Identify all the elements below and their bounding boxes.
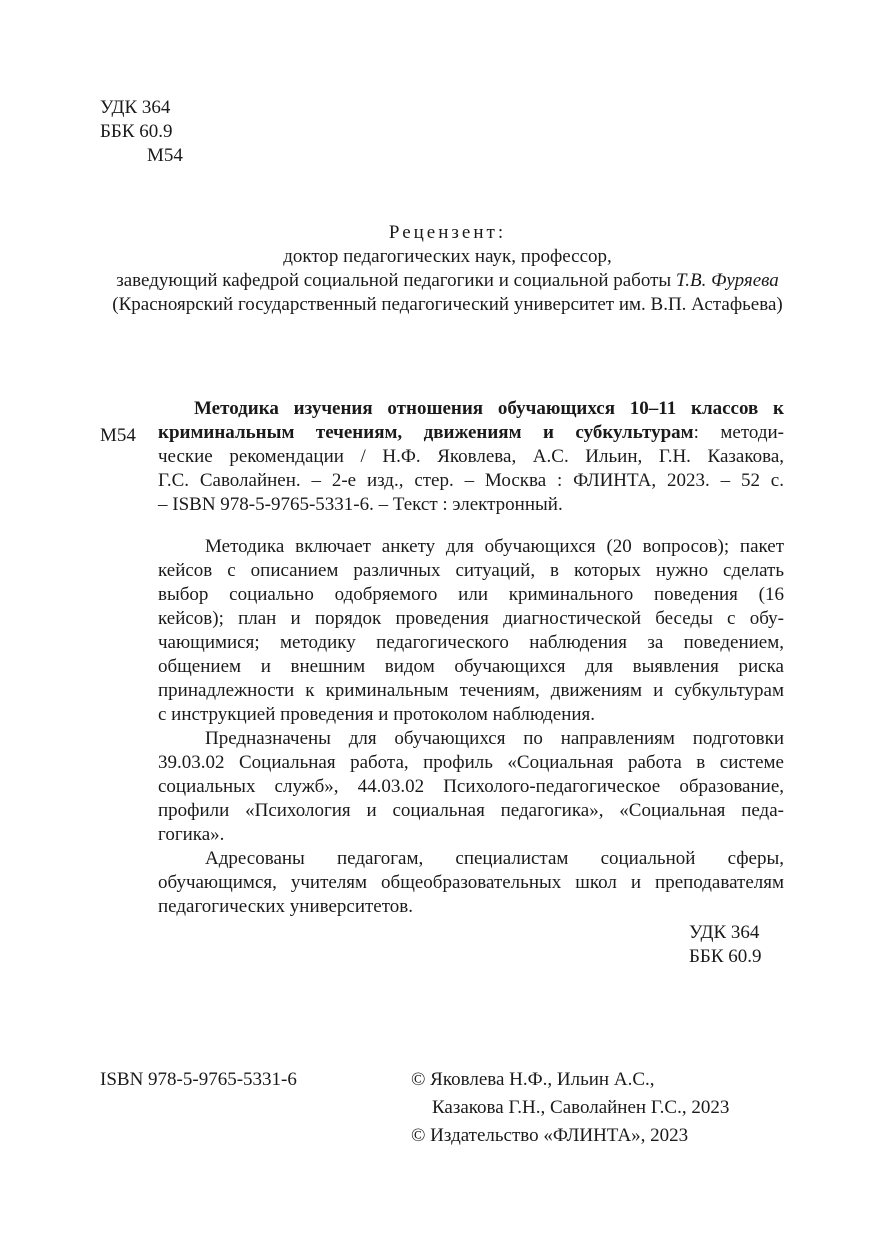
abstract-line: кейсов); план и порядок проведения диагностической беседы с обу- (158, 608, 784, 629)
bib-title-part2: криминальным течениям, движениям и субкультурам (158, 422, 694, 443)
reviewer-position-text: заведующий кафедрой социальной педагогики и социальной работы (116, 270, 672, 291)
abstract-line: принадлежности к криминальным течениям, движениям и субкультурам (158, 680, 784, 701)
isbn: ISBN 978-5-9765-5331-6 (100, 1069, 297, 1090)
abstract-line: социальных служб», 44.03.02 Психолого-педагогическое образование, (158, 776, 784, 797)
reviewer-position (60, 269, 835, 293)
abstract (158, 535, 784, 919)
abstract-line: с инструкцией проведения и протоколом наблюдения. (158, 704, 596, 725)
udk-code: УДК 364 (100, 97, 171, 118)
bib-title-line (194, 397, 784, 421)
reviewer-name: Т.В. Фуряева (675, 270, 779, 291)
bib-title-line2 (158, 421, 784, 445)
bib-line: Г.С. Саволайнен. – 2-е изд., стер. – Москва : ФЛИНТА, 2023. – 52 с. (158, 470, 784, 491)
abstract-line: 39.03.02 Социальная работа, профиль «Социальная работа в системе (158, 752, 784, 773)
abstract-line: чающимися; методику педагогического наблюдения за поведением, (158, 632, 784, 653)
bibliographic-record (158, 397, 784, 517)
abstract-line: гогика». (158, 824, 225, 845)
bib-title-rest: : методи- (693, 422, 784, 443)
abstract-line: кейсов с описанием различных ситуаций, в которых нужно сделать (158, 560, 784, 581)
bib-title-part1: Методика изучения отношения обучающихся 10–11 классов к (194, 398, 784, 419)
abstract-line: Методика включает анкету для обучающихся (20 вопросов); пакет (205, 536, 784, 557)
copyright-authors: © Яковлева Н.Ф., Ильин А.С., (411, 1069, 655, 1090)
copyright-publisher: © Издательство «ФЛИНТА», 2023 (411, 1125, 689, 1146)
classification-codes (100, 96, 183, 168)
bib-line: – ISBN 978-5-9765-5331-6. – Текст : электронный. (158, 494, 563, 515)
udk-code-bottom: УДК 364 (689, 922, 760, 943)
author-mark: М54 (147, 145, 183, 166)
reviewer-degree: доктор педагогических наук, профессор, (283, 246, 612, 267)
reviewer-block (60, 221, 835, 317)
copyright-authors-cont: Казакова Г.Н., Саволайнен Г.С., 2023 (432, 1097, 730, 1118)
abstract-line: Предназначены для обучающихся по направлениям подготовки (205, 728, 784, 749)
reviewer-affiliation: (Красноярский государственный педагогический университет им. В.П. Астафьева) (112, 294, 783, 315)
abstract-line: педагогических университетов. (158, 896, 414, 917)
abstract-paragraph-3 (158, 847, 784, 919)
bbk-code-bottom: ББК 60.9 (689, 946, 762, 967)
bottom-classification-codes (689, 921, 762, 969)
bib-author-mark: М54 (100, 425, 136, 446)
bbk-code: ББК 60.9 (100, 121, 173, 142)
copyright-block (411, 1068, 729, 1152)
abstract-line: выбор социально одобряемого или криминального поведения (16 (158, 584, 784, 605)
reviewer-heading: Рецензент: (388, 222, 507, 243)
abstract-paragraph-2 (158, 727, 784, 847)
abstract-line: обучающимся, учителям общеобразовательных школ и преподавателям (158, 872, 784, 893)
bib-line: ческие рекомендации / Н.Ф. Яковлева, А.С. Ильин, Г.Н. Казакова, (158, 446, 784, 467)
abstract-line: общением и внешним видом обучающихся для выявления риска (158, 656, 784, 677)
abstract-line: профили «Психология и социальная педагогика», «Социальная педа- (158, 800, 784, 821)
abstract-paragraph-1 (158, 535, 784, 727)
abstract-line: Адресованы педагогам, специалистам социальной сферы, (205, 848, 784, 869)
